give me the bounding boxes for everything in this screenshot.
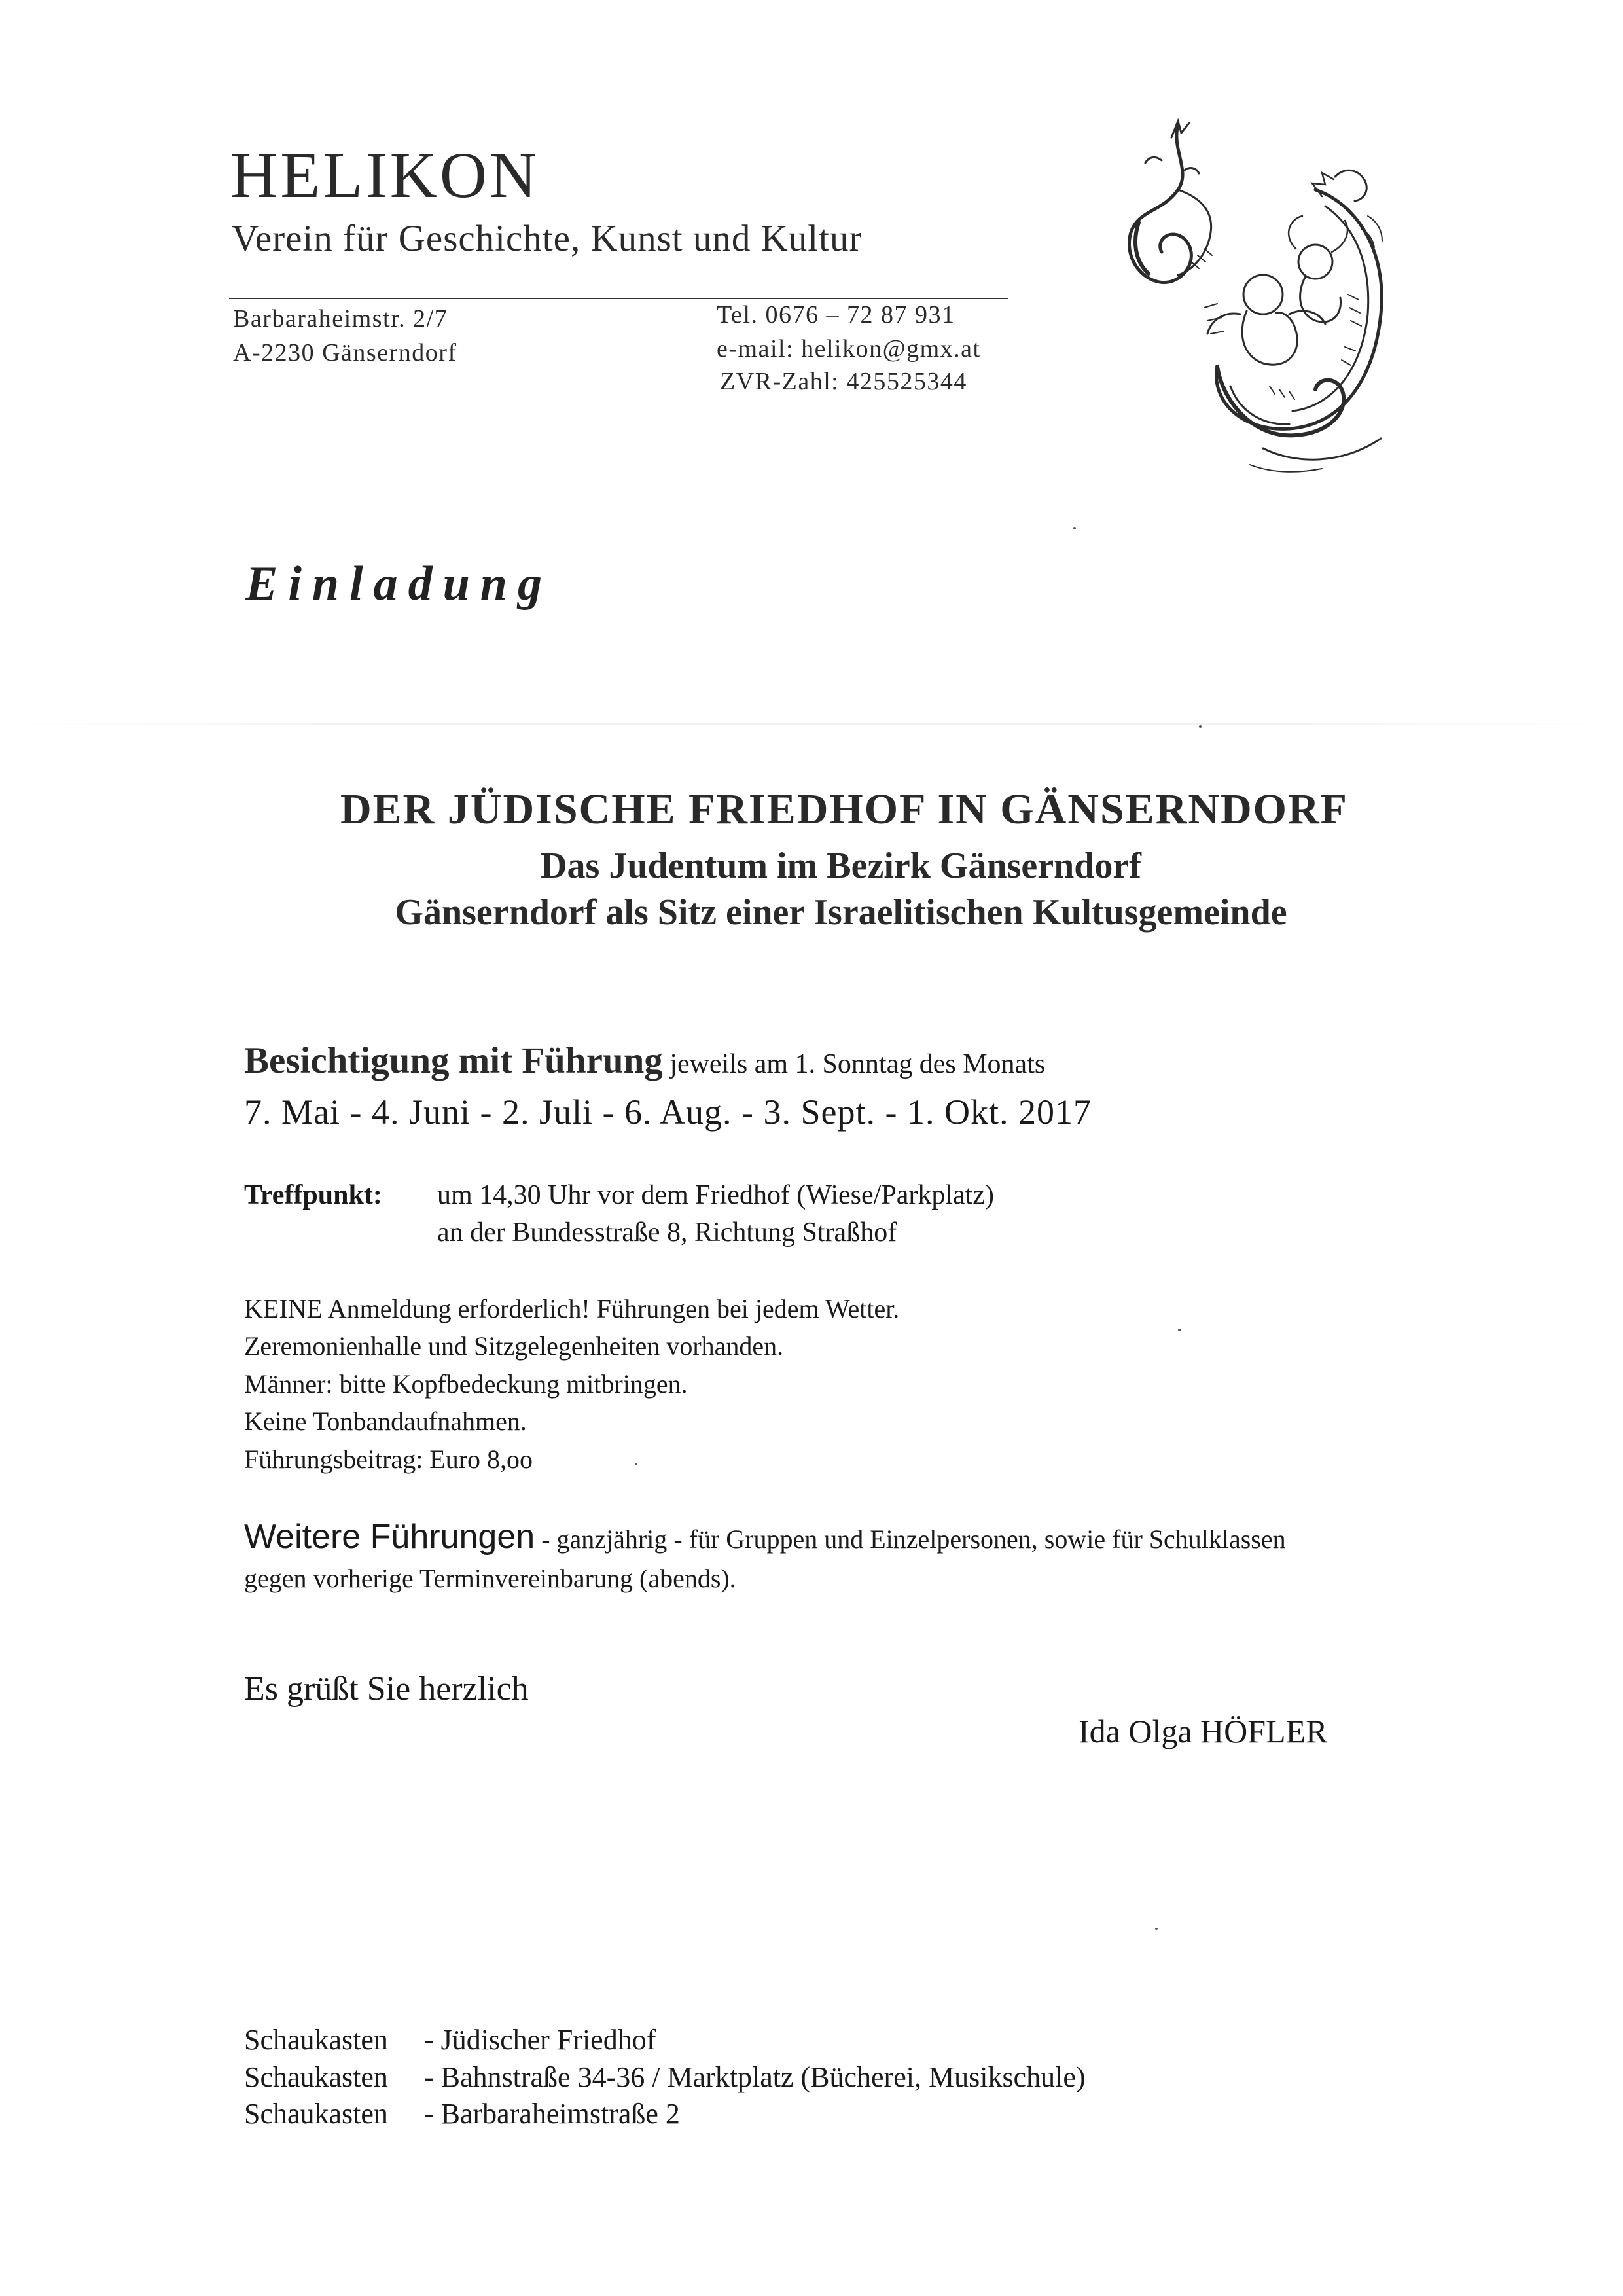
event-title: DER JÜDISCHE FRIEDHOF IN GÄNSERNDORF [340, 785, 1349, 833]
scan-speck [635, 1463, 637, 1465]
scan-fold-line [0, 723, 1623, 725]
note-facilities: Zeremonienhalle und Sitzgelegenheiten vorhanden. [244, 1331, 784, 1361]
display-case-label: Schaukasten [244, 2098, 388, 2130]
greeting: Es grüßt Sie herzlich [244, 1670, 529, 1708]
note-no-recordings: Keine Tonbandaufnahmen. [244, 1407, 527, 1436]
more-tours-line [244, 1520, 1286, 1554]
meeting-point-time: um 14,30 Uhr vor dem Friedhof (Wiese/Parkplatz) [437, 1180, 994, 1210]
letterhead-divider [229, 298, 1008, 299]
display-case-location: - Barbaraheimstraße 2 [424, 2098, 680, 2130]
organization-name: HELIKON [230, 139, 540, 211]
contact-phone: Tel. 0676 – 72 87 931 [717, 301, 955, 329]
meeting-point-location: an der Bundesstraße 8, Richtung Straßhof [437, 1217, 897, 1247]
signature-name: Ida Olga HÖFLER [1079, 1713, 1328, 1749]
scan-speck [1073, 527, 1076, 529]
invitation-heading: Einladung [245, 557, 552, 611]
address-street: Barbaraheimstr. 2/7 [233, 305, 448, 332]
scan-speck [1199, 725, 1202, 728]
event-subtitle-2: Gänserndorf als Sitz einer Israelitischen Kultusgemeinde [395, 892, 1287, 933]
display-case-location: - Jüdischer Friedhof [424, 2024, 656, 2056]
tour-dates: 7. Mai - 4. Juni - 2. Juli - 6. Aug. - 3. Sept. - 1. Okt. 2017 [244, 1092, 1092, 1132]
display-case-label: Schaukasten [244, 2061, 388, 2093]
scan-speck [1155, 1928, 1158, 1930]
event-subtitle-1: Das Judentum im Bezirk Gänserndorf [541, 846, 1141, 886]
more-tours-label: Weitere Führungen [244, 1518, 535, 1556]
tour-line [244, 1042, 1045, 1079]
registration-number: ZVR-Zahl: 425525344 [720, 368, 967, 395]
tour-frequency: jeweils am 1. Sonntag des Monats [662, 1049, 1046, 1079]
organization-subtitle: Verein für Geschichte, Kunst und Kultur [232, 218, 863, 259]
note-head-covering: Männer: bitte Kopfbedeckung mitbringen. [244, 1369, 688, 1399]
rococo-ornament-icon [1099, 98, 1427, 517]
note-fee: Führungsbeitrag: Euro 8,oo [244, 1444, 533, 1474]
scan-speck [1178, 1329, 1181, 1331]
display-case-location: - Bahnstraße 34-36 / Marktplatz (Bücherei, Musikschule) [424, 2061, 1086, 2093]
more-tours-details: - ganzjährig - für Gruppen und Einzelpersonen, sowie für Schulklassen [535, 1524, 1286, 1554]
tour-label: Besichtigung mit Führung [244, 1040, 663, 1081]
note-registration: KEINE Anmeldung erforderlich! Führungen bei jedem Wetter. [244, 1294, 900, 1323]
more-tours-booking: gegen vorherige Terminvereinbarung (abends). [244, 1564, 736, 1593]
display-case-label: Schaukasten [244, 2024, 388, 2056]
meeting-point-label: Treffpunkt: [244, 1180, 382, 1210]
contact-email: e-mail: helikon@gmx.at [717, 335, 981, 363]
address-city: A-2230 Gänserndorf [233, 339, 457, 367]
